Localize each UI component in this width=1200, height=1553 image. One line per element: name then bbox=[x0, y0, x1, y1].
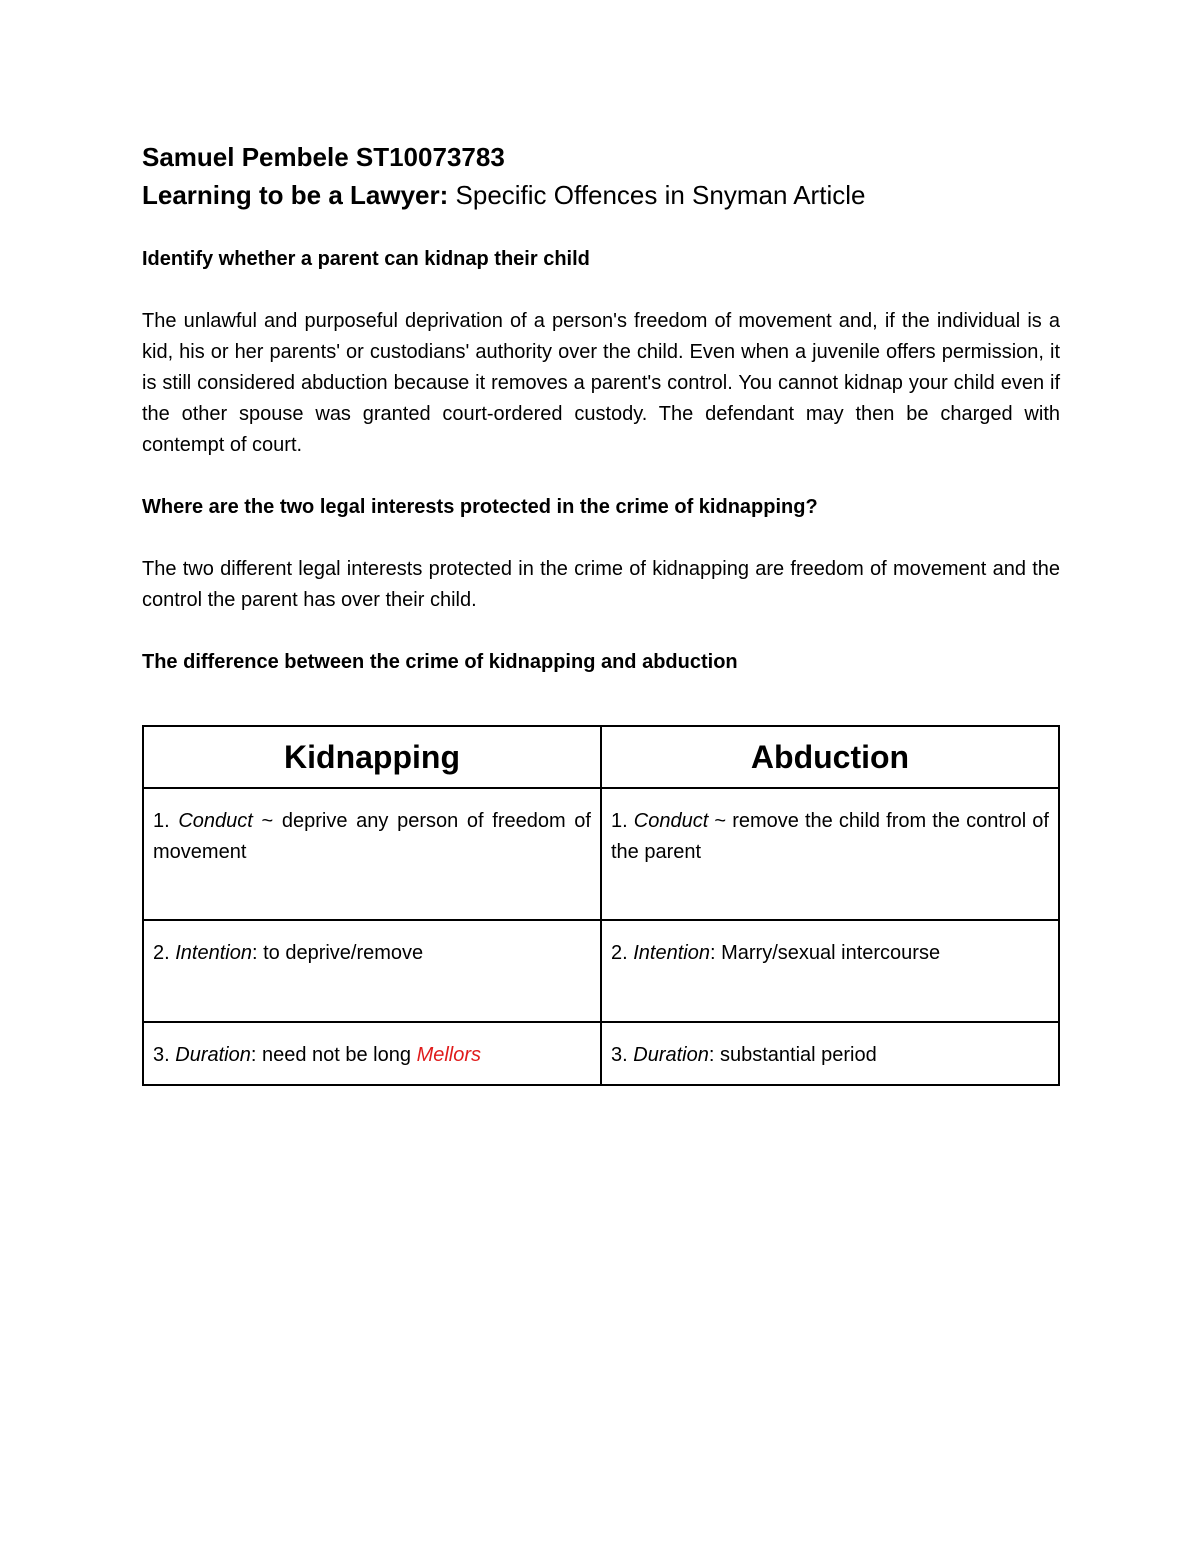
subtitle-normal: Specific Offences in Snyman Article bbox=[448, 180, 866, 210]
table-cell-kidnapping-intention: 2. Intention: to deprive/remove bbox=[143, 920, 601, 1022]
subtitle-bold: Learning to be a Lawyer: bbox=[142, 180, 449, 210]
table-header-abduction: Abduction bbox=[601, 726, 1059, 788]
document-subtitle bbox=[142, 176, 1060, 214]
table-header-kidnapping: Kidnapping bbox=[143, 726, 601, 788]
table-cell-kidnapping-duration: 3. Duration: need not be long Mellors bbox=[143, 1022, 601, 1085]
table-cell-abduction-duration: 3. Duration: substantial period bbox=[601, 1022, 1059, 1085]
table-cell-abduction-intention: 2. Intention: Marry/sexual intercourse bbox=[601, 920, 1059, 1022]
table-row bbox=[143, 788, 1059, 920]
table-row bbox=[143, 920, 1059, 1022]
case-reference-mellors: Mellors bbox=[416, 1044, 482, 1066]
section3-heading: The difference between the crime of kidnapping and abduction bbox=[142, 651, 738, 673]
table-row bbox=[143, 1022, 1059, 1085]
section1-body: The unlawful and purposeful deprivation of a person's freedom of movement and, if the individual is a kid, his or her parents' or custodians' authority over the child. Even when a juvenile offers permission, it is still considered abduction because it removes a parent's control. You cannot kidnap your child even if the other spouse was granted court-ordered custody. The defendant may then be charged with contempt of court. bbox=[142, 310, 1060, 456]
comparison-table bbox=[142, 725, 1060, 1086]
table-cell-kidnapping-conduct: 1. Conduct ~ deprive any person of freedom of movement bbox=[143, 788, 601, 920]
section2-heading: Where are the two legal interests protected in the crime of kidnapping? bbox=[142, 496, 818, 518]
document-author-title: Samuel Pembele ST10073783 bbox=[142, 142, 505, 172]
document-page bbox=[142, 138, 1060, 678]
section1-heading: Identify whether a parent can kidnap their child bbox=[142, 248, 590, 270]
table-cell-abduction-conduct: 1. Conduct ~ remove the child from the control of the parent bbox=[601, 788, 1059, 920]
section2-body: The two different legal interests protected in the crime of kidnapping are freedom of movement and the control the parent has over their child. bbox=[142, 558, 1060, 611]
